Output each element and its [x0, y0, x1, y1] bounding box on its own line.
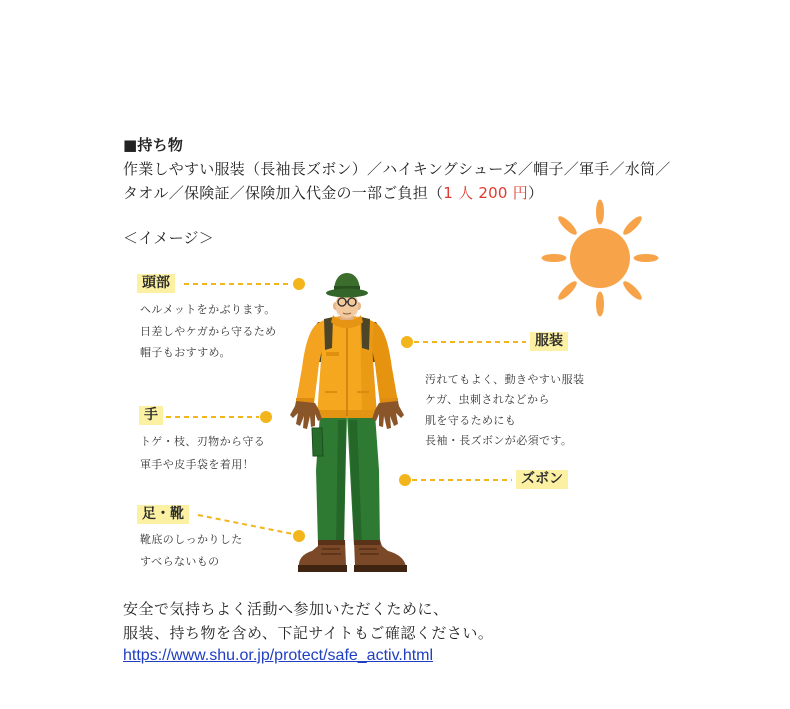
- image-section-heading: ＜イメージ＞: [123, 229, 215, 247]
- feet-description-line: 靴底のしっかりした: [140, 533, 243, 546]
- left-boot-cuff: [318, 540, 345, 545]
- sun-ray: [556, 279, 579, 302]
- clothing-description-line: 汚れてもよく、動きやすい服装: [425, 373, 585, 386]
- hands-description-line: 軍手や皮手袋を着用！: [140, 457, 254, 471]
- sun-ray: [556, 214, 579, 237]
- cargo-pocket: [312, 428, 323, 456]
- feet-description: [140, 529, 243, 573]
- pants-leader-dot: [399, 474, 411, 486]
- belongings-heading: ■持ち物: [123, 136, 184, 154]
- clothing-description-line: ケガ、虫刺されなどから: [425, 393, 550, 407]
- sun-disc: [570, 228, 630, 288]
- hands-leader-dot: [260, 411, 272, 423]
- belongings-line-2-close: ）: [528, 184, 544, 202]
- footer-line-1: 安全で気持ちよく活動へ参加いただくために、: [123, 600, 449, 618]
- head-description: [140, 299, 277, 364]
- right-glove-icon: [372, 401, 404, 429]
- feet-description-line: すべらないもの: [140, 555, 220, 568]
- belongings-line-1: 作業しやすい服装（長袖長ズボン）／ハイキングシューズ／帽子／軍手／水筒／: [123, 160, 671, 178]
- hands-description: [140, 431, 265, 476]
- sun-ray: [596, 292, 604, 317]
- hiker-illustration: [290, 273, 407, 572]
- clothing-label: 服装: [530, 332, 568, 351]
- hat-brim: [326, 289, 368, 298]
- sun-ray: [621, 279, 644, 302]
- right-boot-sole: [354, 565, 407, 572]
- sun-ray: [634, 254, 659, 262]
- fee-amount: 1 人 200 円: [443, 184, 528, 202]
- head-description-line: 日差しやケガから守るため: [140, 324, 277, 338]
- hands-label: 手: [139, 406, 163, 425]
- clothing-description-line: 肌を守るためにも: [425, 413, 517, 427]
- head-description-line: ヘルメットをかぶります。: [140, 303, 276, 316]
- clothing-description: [425, 370, 584, 451]
- feet-leader-dot: [293, 530, 305, 542]
- clothing-leader-dot: [401, 336, 413, 348]
- right-boot-cuff: [354, 540, 380, 545]
- head-leader-dot: [293, 278, 305, 290]
- hands-description-line: トゲ・枝、刃物から守る: [140, 435, 266, 448]
- sun-ray: [542, 254, 567, 262]
- pants-label: ズボン: [516, 470, 568, 489]
- left-glove-icon: [290, 401, 322, 429]
- sun-ray: [596, 200, 604, 225]
- left-boot-sole: [298, 565, 347, 572]
- belongings-line-2: [123, 184, 543, 202]
- footer-line-2: 服装、持ち物を含め、下記サイトもご確認ください。: [123, 624, 494, 642]
- head-label: 頭部: [137, 274, 175, 293]
- chest-pocket: [326, 352, 339, 356]
- head-description-line: 帽子もおすすめ。: [140, 346, 231, 359]
- safety-info-link[interactable]: https://www.shu.or.jp/protect/safe_activ.html: [123, 647, 434, 664]
- clothing-description-line: 長袖・長ズボンが必須です。: [425, 433, 573, 447]
- sun-ray: [621, 214, 644, 237]
- belongings-line-2-text: タオル／保険証／保険加入代金の一部ご負担（: [123, 184, 444, 202]
- feet-label: 足・靴: [137, 505, 189, 524]
- sun-icon: [542, 200, 659, 317]
